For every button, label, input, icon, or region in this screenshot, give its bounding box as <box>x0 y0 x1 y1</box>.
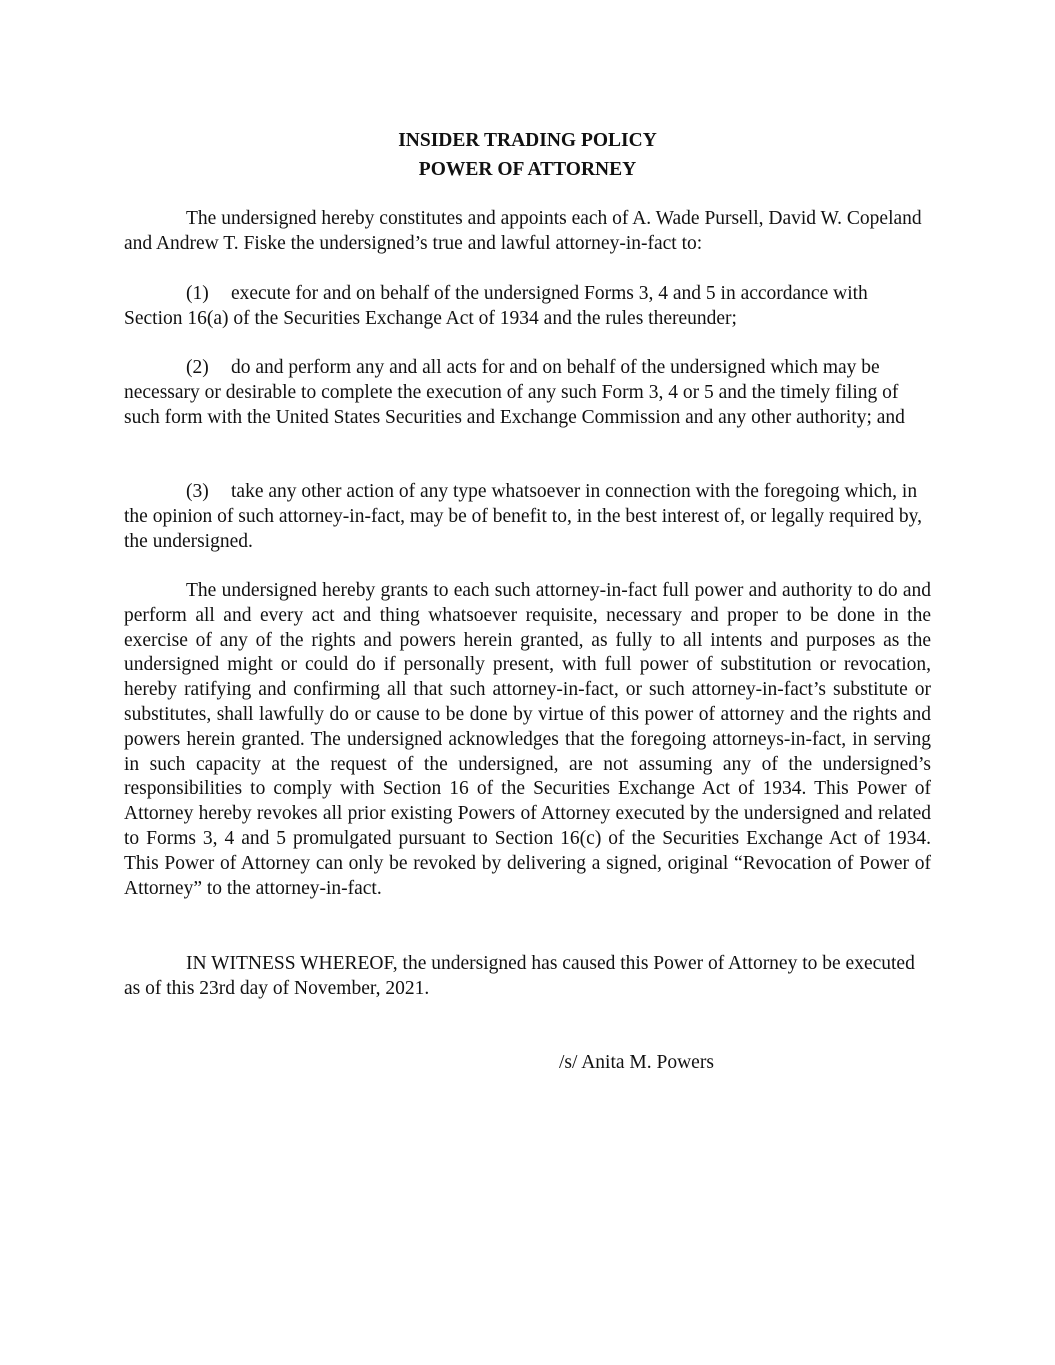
item-text: do and perform any and all acts for and on behalf of the undersigned which may be necessary or desirable to complete the execution of any such Form 3, 4 or 5 and the timely filing of such form with the United States Securities and Exchange Commission and any other authority; and <box>124 357 905 428</box>
item-number: (3) <box>186 481 209 502</box>
grant-paragraph <box>124 579 931 901</box>
list-item <box>124 282 931 332</box>
list-item <box>124 480 931 554</box>
item-text: take any other action of any type whatsoever in connection with the foregoing which, in the opinion of such attorney-in-fact, may be of benefit to, in the best interest of, or legally required by, the undersigned. <box>124 481 922 552</box>
document-title: INSIDER TRADING POLICY <box>398 130 657 151</box>
list-item <box>124 356 931 430</box>
grant-text: The undersigned hereby grants to each such attorney-in-fact full power and authority to do and perform all and every act and thing whatsoever requisite, necessary and proper to be done in the exercise of any of the rights and powers herein granted, as fully to all intents and purposes as the undersigned might or could do if personally present, with full power of substitution or revocation, hereby ratifying and confirming all that such attorney-in-fact, or such attorney-in-fact’s substitute or substitutes, shall lawfully do or cause to be done by virtue of this power of attorney and the rights and powers herein granted. The undersigned acknowledges that the foregoing attorneys-in-fact, in serving in such capacity at the request of the undersigned, are not assuming any of the undersigned’s responsibilities to comply with Section 16 of the Securities Exchange Act of 1934. This Power of Attorney hereby revokes all prior existing Powers of Attorney executed by the undersigned and related to Forms 3, 4 and 5 promulgated pursuant to Section 16(c) of the Securities Exchange Act of 1934. This Power of Attorney can only be revoked by delivering a signed, original “Revocation of Power of Attorney” to the attorney-in-fact. <box>124 580 931 899</box>
intro-text: The undersigned hereby constitutes and appoints each of A. Wade Pursell, David W. Copeland and Andrew T. Fiske the undersigned’s true and lawful attorney-in-fact to: <box>124 208 922 254</box>
intro-paragraph <box>124 207 931 257</box>
document-subtitle: POWER OF ATTORNEY <box>418 159 637 180</box>
item-number: (1) <box>186 283 209 304</box>
item-number: (2) <box>186 357 209 378</box>
signature: /s/ Anita M. Powers <box>559 1052 714 1073</box>
witness-text: IN WITNESS WHEREOF, the undersigned has caused this Power of Attorney to be executed as of this 23rd day of November, 2021. <box>124 953 915 999</box>
item-text: execute for and on behalf of the undersigned Forms 3, 4 and 5 in accordance with Section 16(a) of the Securities Exchange Act of 1934 and the rules thereunder; <box>124 283 868 329</box>
witness-paragraph <box>124 952 931 1002</box>
